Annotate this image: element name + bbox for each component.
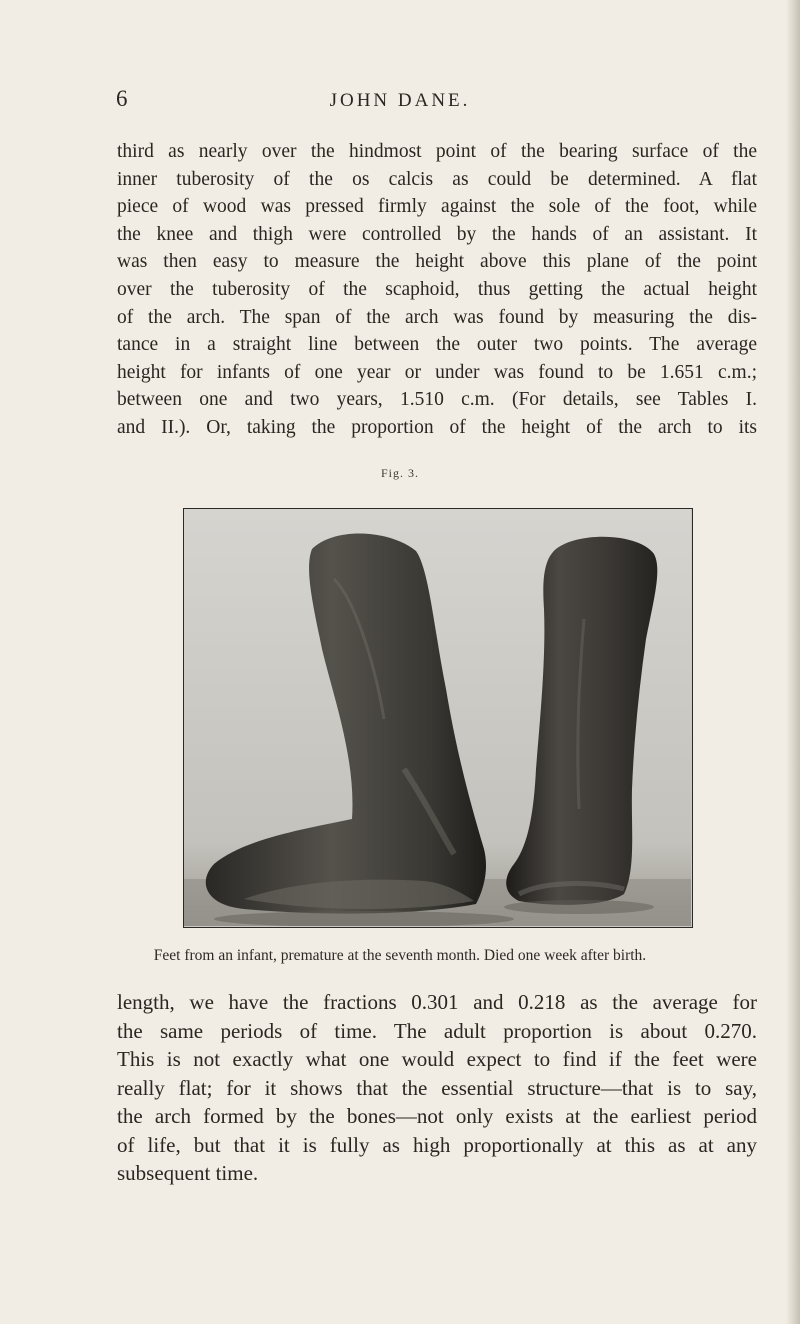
text-line: of the arch. The span of the arch was found by measuring the dis- <box>117 306 757 328</box>
text-line: and II.). Or, taking the proportion of the height of the arch to its <box>117 416 757 438</box>
text-line: This is not exactly what one would expect to find if the feet were <box>117 1047 757 1071</box>
figure-photo-infant-feet <box>183 508 693 928</box>
text-line: over the tuberosity of the scaphoid, thus getting the actual height <box>117 278 757 300</box>
text-line: subsequent time. <box>117 1161 259 1185</box>
text-line: the knee and thigh were controlled by the hands of an assistant. It <box>117 223 757 245</box>
page-edge-shadow <box>786 0 800 1324</box>
text-line: inner tuberosity of the os calcis as could be determined. A flat <box>117 168 757 190</box>
figure-caption: Feet from an infant, premature at the seventh month. Died one week after birth. <box>153 947 647 964</box>
paragraph-2 <box>117 988 757 1188</box>
text-line: between one and two years, 1.510 c.m. (For details, see Tables I. <box>117 389 757 411</box>
running-head: JOHN DANE. <box>329 90 471 111</box>
text-line: the arch formed by the bones—not only exists at the earliest period <box>117 1104 757 1128</box>
text-line: was then easy to measure the height above this plane of the point <box>117 251 757 273</box>
text-line: the same periods of time. The adult proportion is about 0.270. <box>117 1018 757 1043</box>
page-number: 6 <box>116 86 128 111</box>
text-line: of life, but that it is fully as high proportionally at this as at any <box>117 1132 757 1157</box>
text-line: third as nearly over the hindmost point of the bearing surface of the <box>117 141 757 162</box>
text-line: really flat; for it shows that the essential structure—that is to say, <box>117 1075 757 1100</box>
infant-feet-photo-illustration <box>184 509 691 926</box>
paragraph-1 <box>117 138 757 442</box>
text-line: length, we have the fractions 0.301 and 0.218 as the average for <box>117 990 757 1014</box>
text-line: piece of wood was pressed firmly against the sole of the foot, while <box>117 196 757 218</box>
text-line: height for infants of one year or under was found to be 1.651 c.m.; <box>117 361 757 383</box>
text-line: tance in a straight line between the outer two points. The average <box>117 334 757 356</box>
figure-label: Fig. 3. <box>380 466 419 480</box>
